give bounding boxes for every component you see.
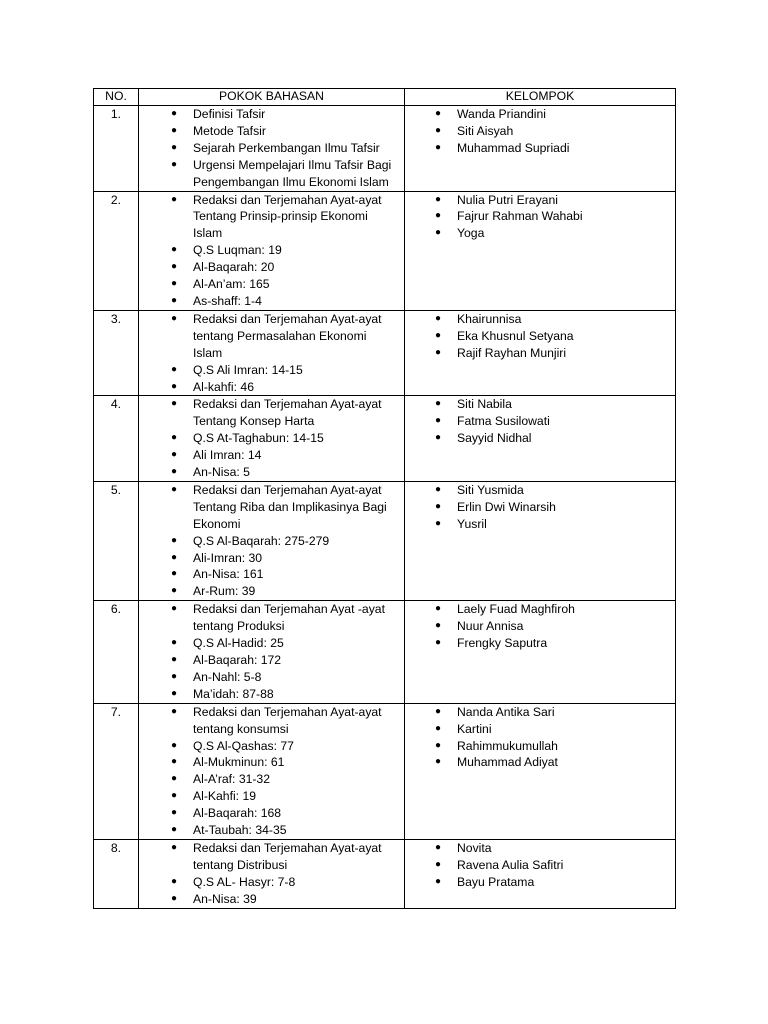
- topic-item-text: At-Taubah: 34-35: [193, 823, 287, 838]
- bullet-icon: ●: [435, 500, 442, 512]
- bullet-icon: ●: [171, 380, 178, 392]
- topic-item-text: Redaksi dan Terjemahan Ayat-ayat Tentang Riba dan Implikasinya Bagi Ekonomi: [193, 482, 387, 531]
- bullet-icon: ●: [435, 210, 442, 222]
- topic-item-text: Al-Mukminun: 61: [193, 755, 285, 770]
- header-topic: POKOK BAHASAN: [139, 89, 405, 106]
- group-cell: [405, 310, 676, 396]
- header-no: NO.: [94, 89, 139, 106]
- topic-item-text: Redaksi dan Terjemahan Ayat-ayat Tentang Konsep Harta: [193, 397, 382, 429]
- topic-cell: [139, 106, 405, 192]
- topic-item: [139, 140, 404, 157]
- topic-item-text: Redaksi dan Terjemahan Ayat-ayat tentang konsumsi: [193, 704, 382, 736]
- member-item-text: Frengky Saputra: [457, 636, 548, 651]
- topic-item-text: Q.S Luqman: 19: [193, 243, 282, 258]
- member-item: [405, 840, 675, 857]
- member-item: [405, 208, 675, 225]
- group-cell: [405, 703, 676, 839]
- row-number: 1.: [94, 106, 139, 192]
- member-item: [405, 328, 675, 345]
- bullet-icon: ●: [171, 739, 178, 751]
- row-number: 3.: [94, 310, 139, 396]
- bullet-icon: ●: [171, 841, 178, 853]
- member-item: [405, 106, 675, 123]
- topic-item-text: Al-Baqarah: 168: [193, 806, 282, 821]
- bullet-icon: ●: [435, 620, 442, 632]
- table-row: [94, 839, 676, 908]
- topic-item-text: Redaksi dan Terjemahan Ayat-ayat tentang Permasalahan Ekonomi Islam: [193, 311, 382, 360]
- bullet-icon: ●: [171, 585, 178, 597]
- member-item: [405, 857, 675, 874]
- topic-item: [139, 533, 404, 550]
- schedule-table: [93, 88, 676, 909]
- member-item: [405, 413, 675, 430]
- row-number: 6.: [94, 601, 139, 703]
- bullet-icon: ●: [171, 654, 178, 665]
- bullet-icon: ●: [171, 278, 178, 290]
- bullet-icon: ●: [435, 603, 442, 615]
- bullet-icon: ●: [171, 892, 178, 904]
- member-item-text: Nulia Putri Erayani: [457, 192, 558, 207]
- member-item: [405, 396, 675, 413]
- bullet-icon: ●: [435, 398, 442, 410]
- topic-item-text: An-Nisa: 39: [193, 891, 257, 906]
- topic-cell: [139, 703, 405, 839]
- bullet-icon: ●: [435, 722, 442, 734]
- topic-item-text: Al-A’raf: 31-32: [193, 772, 270, 787]
- bullet-icon: ●: [171, 705, 178, 717]
- bullet-icon: ●: [435, 875, 442, 887]
- member-item: [405, 601, 675, 618]
- group-cell: [405, 481, 676, 600]
- table-row: [94, 191, 676, 310]
- topic-item-text: An-Nisa: 5: [193, 465, 250, 480]
- bullet-icon: ●: [435, 705, 442, 717]
- member-item: [405, 311, 675, 328]
- table-row: [94, 703, 676, 839]
- topic-item: [139, 805, 404, 822]
- bullet-icon: ●: [171, 875, 178, 887]
- bullet-icon: ●: [435, 141, 442, 153]
- member-item-text: Rahimmukumullah: [457, 738, 558, 753]
- member-list: [405, 396, 675, 447]
- table-row: [94, 396, 676, 482]
- member-item: [405, 635, 675, 652]
- topic-item-text: Definisi Tafsir: [193, 107, 266, 121]
- group-cell: [405, 106, 676, 192]
- topic-cell: [139, 481, 405, 600]
- member-item-text: Fajrur Rahman Wahabi: [457, 209, 583, 224]
- bullet-icon: ●: [435, 432, 442, 444]
- member-item: [405, 345, 675, 362]
- topic-item: [139, 601, 404, 635]
- bullet-icon: ●: [171, 551, 178, 563]
- topic-item: [139, 362, 404, 379]
- member-item-text: Muhammad Adiyat: [457, 755, 558, 770]
- bullet-icon: ●: [171, 756, 178, 768]
- topic-item-text: Al-Baqarah: 20: [193, 260, 275, 275]
- member-item: [405, 618, 675, 635]
- member-item: [405, 123, 675, 140]
- topic-list: [139, 601, 404, 702]
- topic-item: [139, 738, 404, 755]
- member-item: [405, 140, 675, 157]
- bullet-icon: ●: [435, 329, 442, 341]
- bullet-icon: ●: [435, 346, 442, 358]
- topic-item-text: Q.S AL- Hasyr: 7-8: [193, 874, 296, 889]
- topic-item: [139, 583, 404, 600]
- bullet-icon: ●: [435, 483, 442, 495]
- member-item-text: Khairunnisa: [457, 311, 522, 326]
- bullet-icon: ●: [171, 687, 178, 699]
- bullet-icon: ●: [171, 363, 178, 375]
- topic-item-text: Al-Baqarah: 172: [193, 653, 282, 667]
- topic-item-text: Redaksi dan Terjemahan Ayat -ayat tentang Produksi: [193, 602, 385, 634]
- member-item-text: Wanda Priandini: [457, 107, 546, 121]
- row-number: 7.: [94, 703, 139, 839]
- member-list: [405, 106, 675, 157]
- topic-item: [139, 396, 404, 430]
- topic-item: [139, 550, 404, 567]
- topic-item-text: Ali-Imran: 30: [193, 550, 263, 565]
- topic-cell: [139, 601, 405, 703]
- bullet-icon: ●: [435, 517, 442, 529]
- topic-item-text: Ma’idah: 87-88: [193, 686, 274, 701]
- group-cell: [405, 396, 676, 482]
- bullet-icon: ●: [435, 312, 442, 324]
- row-number: 2.: [94, 191, 139, 310]
- bullet-icon: ●: [435, 739, 442, 751]
- member-item: [405, 516, 675, 533]
- bullet-icon: ●: [171, 244, 178, 256]
- member-item-text: Ravena Aulia Safitri: [457, 857, 564, 872]
- member-item-text: Bayu Pratama: [457, 874, 535, 889]
- topic-cell: [139, 396, 405, 482]
- bullet-icon: ●: [171, 108, 178, 119]
- topic-item-text: Redaksi dan Terjemahan Ayat-ayat Tentang Prinsip-prinsip Ekonomi Islam: [193, 192, 382, 241]
- group-cell: [405, 601, 676, 703]
- member-item: [405, 225, 675, 242]
- bullet-icon: ●: [171, 670, 178, 682]
- member-item: [405, 704, 675, 721]
- bullet-icon: ●: [171, 294, 178, 306]
- member-item-text: Novita: [457, 840, 492, 855]
- topic-item-text: Al-kahfi: 46: [193, 379, 254, 394]
- member-item: [405, 721, 675, 738]
- topic-cell: [139, 191, 405, 310]
- member-item-text: Erlin Dwi Winarsih: [457, 499, 556, 514]
- topic-item: [139, 276, 404, 293]
- member-item-text: Nanda Antika Sari: [457, 704, 555, 719]
- topic-list: [139, 106, 404, 191]
- topic-item-text: Q.S At-Taghabun: 14-15: [193, 431, 324, 446]
- header-group: KELOMPOK: [405, 89, 676, 106]
- member-item-text: Yusril: [457, 516, 487, 531]
- topic-item: [139, 891, 404, 908]
- bullet-icon: ●: [435, 193, 442, 205]
- topic-item: [139, 874, 404, 891]
- topic-item: [139, 311, 404, 362]
- topic-item: [139, 686, 404, 703]
- bullet-icon: ●: [171, 483, 178, 495]
- group-cell: [405, 839, 676, 908]
- bullet-icon: ●: [171, 534, 178, 546]
- member-item-text: Nuur Annisa: [457, 619, 524, 634]
- member-item: [405, 192, 675, 209]
- topic-cell: [139, 839, 405, 908]
- topic-list: [139, 311, 404, 396]
- topic-item-text: Q.S Al-Baqarah: 275-279: [193, 533, 330, 548]
- topic-item: [139, 293, 404, 310]
- bullet-icon: ●: [435, 415, 442, 427]
- member-item-text: Rajif Rayhan Munjiri: [457, 345, 567, 360]
- bullet-icon: ●: [171, 807, 178, 819]
- topic-item-text: Ar-Rum: 39: [193, 584, 256, 599]
- topic-item: [139, 123, 404, 140]
- member-list: [405, 601, 675, 652]
- bullet-icon: ●: [435, 756, 442, 768]
- bullet-icon: ●: [435, 108, 442, 119]
- bullet-icon: ●: [171, 824, 178, 836]
- member-item-text: Sayyid Nidhal: [457, 431, 532, 446]
- member-item-text: Siti Nabila: [457, 397, 512, 412]
- bullet-icon: ●: [171, 312, 178, 324]
- member-list: [405, 482, 675, 533]
- member-item-text: Muhammad Supriadi: [457, 140, 570, 155]
- topic-item-text: Redaksi dan Terjemahan Ayat-ayat tentang Distribusi: [193, 840, 382, 872]
- topic-item: [139, 430, 404, 447]
- bullet-icon: ●: [171, 193, 178, 205]
- topic-item: [139, 754, 404, 771]
- member-item: [405, 499, 675, 516]
- table-row: [94, 601, 676, 703]
- bullet-icon: ●: [171, 432, 178, 444]
- bullet-icon: ●: [171, 568, 178, 580]
- topic-list: [139, 482, 404, 600]
- table-row: [94, 481, 676, 600]
- member-list: [405, 192, 675, 243]
- bullet-icon: ●: [171, 398, 178, 410]
- bullet-icon: ●: [171, 773, 178, 785]
- member-item-text: Eka Khusnul Setyana: [457, 328, 574, 343]
- bullet-icon: ●: [435, 841, 442, 853]
- member-item: [405, 754, 675, 771]
- member-item: [405, 874, 675, 891]
- topic-item: [139, 242, 404, 259]
- member-item-text: Fatma Susilowati: [457, 414, 550, 429]
- member-item-text: Siti Aisyah: [457, 123, 514, 138]
- row-number: 4.: [94, 396, 139, 482]
- bullet-icon: ●: [435, 227, 442, 239]
- member-list: [405, 704, 675, 772]
- member-item-text: Siti Yusmida: [457, 482, 524, 497]
- topic-item: [139, 192, 404, 243]
- topic-item-text: As-shaff: 1-4: [193, 293, 262, 308]
- topic-list: [139, 396, 404, 481]
- topic-cell: [139, 310, 405, 396]
- topic-item: [139, 652, 404, 669]
- topic-item: [139, 379, 404, 396]
- member-item-text: Yoga: [457, 226, 485, 241]
- header-row: [94, 89, 676, 106]
- topic-item-text: Metode Tafsir: [193, 123, 266, 138]
- bullet-icon: ●: [171, 261, 178, 273]
- bullet-icon: ●: [435, 637, 442, 649]
- bullet-icon: ●: [171, 141, 178, 153]
- bullet-icon: ●: [435, 124, 442, 136]
- bullet-icon: ●: [171, 124, 178, 136]
- topic-item-text: Ali Imran: 14: [193, 448, 262, 463]
- bullet-icon: ●: [171, 603, 178, 615]
- topic-list: [139, 192, 404, 310]
- topic-item: [139, 106, 404, 123]
- topic-item-text: Sejarah Perkembangan Ilmu Tafsir: [193, 140, 380, 155]
- topic-item: [139, 447, 404, 464]
- bullet-icon: ●: [171, 637, 178, 649]
- group-cell: [405, 191, 676, 310]
- topic-item: [139, 669, 404, 686]
- topic-item: [139, 704, 404, 738]
- topic-item-text: An-Nisa: 161: [193, 567, 264, 582]
- topic-item-text: Q.S Ali Imran: 14-15: [193, 362, 303, 377]
- topic-item: [139, 157, 404, 191]
- topic-list: [139, 840, 404, 908]
- member-list: [405, 840, 675, 891]
- member-list: [405, 311, 675, 362]
- topic-item: [139, 771, 404, 788]
- member-item: [405, 430, 675, 447]
- topic-item: [139, 482, 404, 533]
- member-item-text: Laely Fuad Maghfiroh: [457, 602, 575, 617]
- topic-item-text: Al-An’am: 165: [193, 277, 270, 292]
- topic-item-text: Q.S Al-Hadid: 25: [193, 636, 284, 651]
- bullet-icon: ●: [171, 158, 178, 170]
- table-row: [94, 310, 676, 396]
- row-number: 8.: [94, 839, 139, 908]
- bullet-icon: ●: [171, 790, 178, 802]
- bullet-icon: ●: [171, 449, 178, 461]
- table-body: [94, 106, 676, 909]
- topic-item: [139, 635, 404, 652]
- topic-item-text: Al-Kahfi: 19: [193, 789, 257, 804]
- table-row: [94, 106, 676, 192]
- member-item-text: Kartini: [457, 721, 492, 736]
- topic-item: [139, 566, 404, 583]
- member-item: [405, 482, 675, 499]
- bullet-icon: ●: [435, 858, 442, 870]
- row-number: 5.: [94, 481, 139, 600]
- topic-item-text: Q.S Al-Qashas: 77: [193, 738, 294, 753]
- topic-item: [139, 788, 404, 805]
- topic-list: [139, 704, 404, 839]
- topic-item: [139, 840, 404, 874]
- member-item: [405, 738, 675, 755]
- topic-item: [139, 259, 404, 276]
- bullet-icon: ●: [171, 466, 178, 478]
- topic-item: [139, 822, 404, 839]
- topic-item-text: Urgensi Mempelajari Ilmu Tafsir Bagi Pengembangan Ilmu Ekonomi Islam: [193, 157, 392, 189]
- topic-item: [139, 464, 404, 481]
- topic-item-text: An-Nahl: 5-8: [193, 669, 262, 684]
